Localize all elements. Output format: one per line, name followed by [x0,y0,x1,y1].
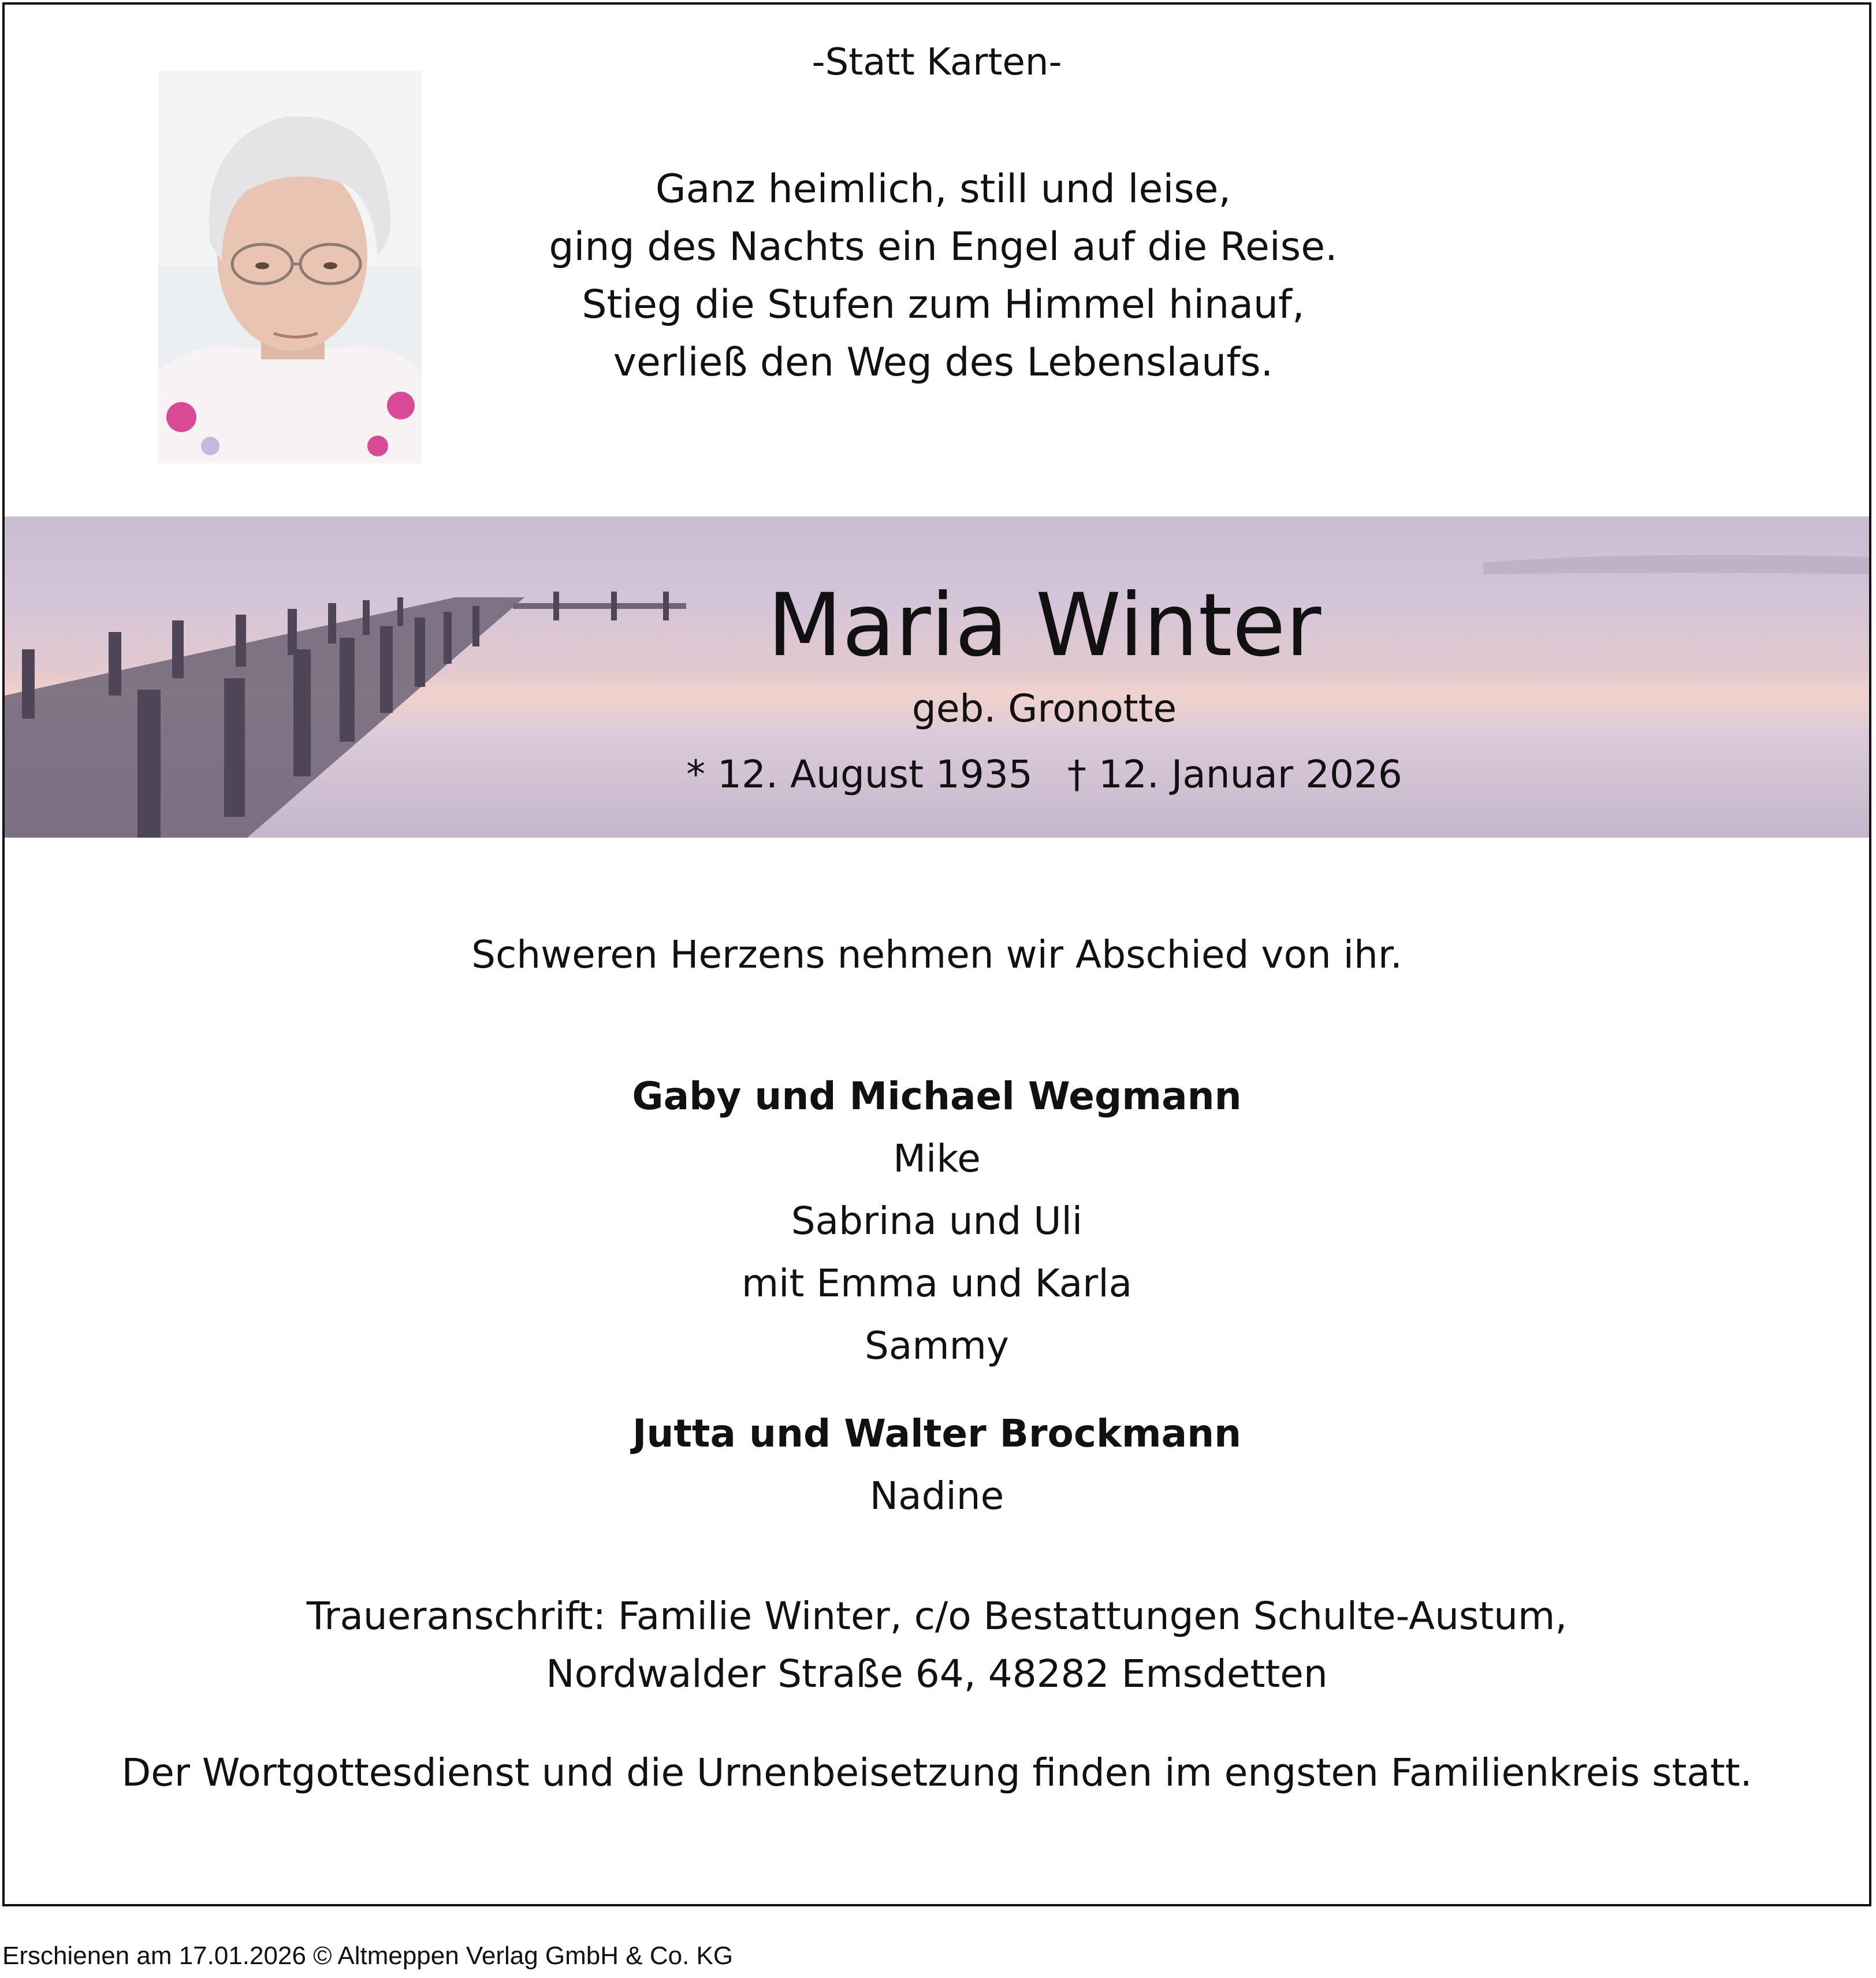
portrait-illustration [158,70,422,463]
birth-date: * 12. August 1935 [686,752,1033,797]
address-line: Nordwalder Straße 64, 48282 Emsdetten [546,1652,1328,1696]
birth-name: geb. Gronotte [911,686,1177,731]
family-group [5,1065,1869,1377]
poem-line: Stieg die Stufen zum Himmel hinauf, [582,282,1305,328]
family-member: Mike [893,1136,981,1181]
family-head: Jutta und Walter Brockmann [632,1411,1242,1456]
statt-karten-label: -Statt Karten- [812,41,1062,84]
family-member: Sammy [865,1323,1009,1368]
death-date: † 12. Januar 2026 [1067,752,1402,797]
address-line: Traueranschrift: Familie Winter, c/o Bestattungen Schulte-Austum, [306,1594,1568,1638]
poem [409,161,1477,392]
obituary-notice [2,2,1871,1906]
poem-line: Ganz heimlich, still und leise, [655,166,1231,212]
mourning-address [5,1587,1869,1703]
poem-line: verließ den Weg des Lebenslaufs. [613,340,1274,385]
portrait-photo [158,70,422,463]
family-member: Nadine [869,1474,1004,1518]
poem-line: ging des Nachts ein Engel auf die Reise. [549,224,1338,270]
family-member: Sabrina und Uli [791,1199,1083,1243]
life-dates [640,752,1449,797]
family-member: mit Emma und Karla [741,1261,1133,1306]
service-note: Der Wortgottesdienst und die Urnenbeisetzung finden im engsten Familienkreis statt. [121,1750,1752,1795]
family-group [5,1403,1869,1527]
publication-footer: Erschienen am 17.01.2026 © Altmeppen Verlag GmbH & Co. KG [2,1942,734,1970]
family-head: Gaby und Michael Wegmann [632,1074,1242,1118]
farewell-text: Schweren Herzens nehmen wir Abschied von ihr. [471,932,1402,977]
deceased-name: Maria Winter [767,575,1322,676]
